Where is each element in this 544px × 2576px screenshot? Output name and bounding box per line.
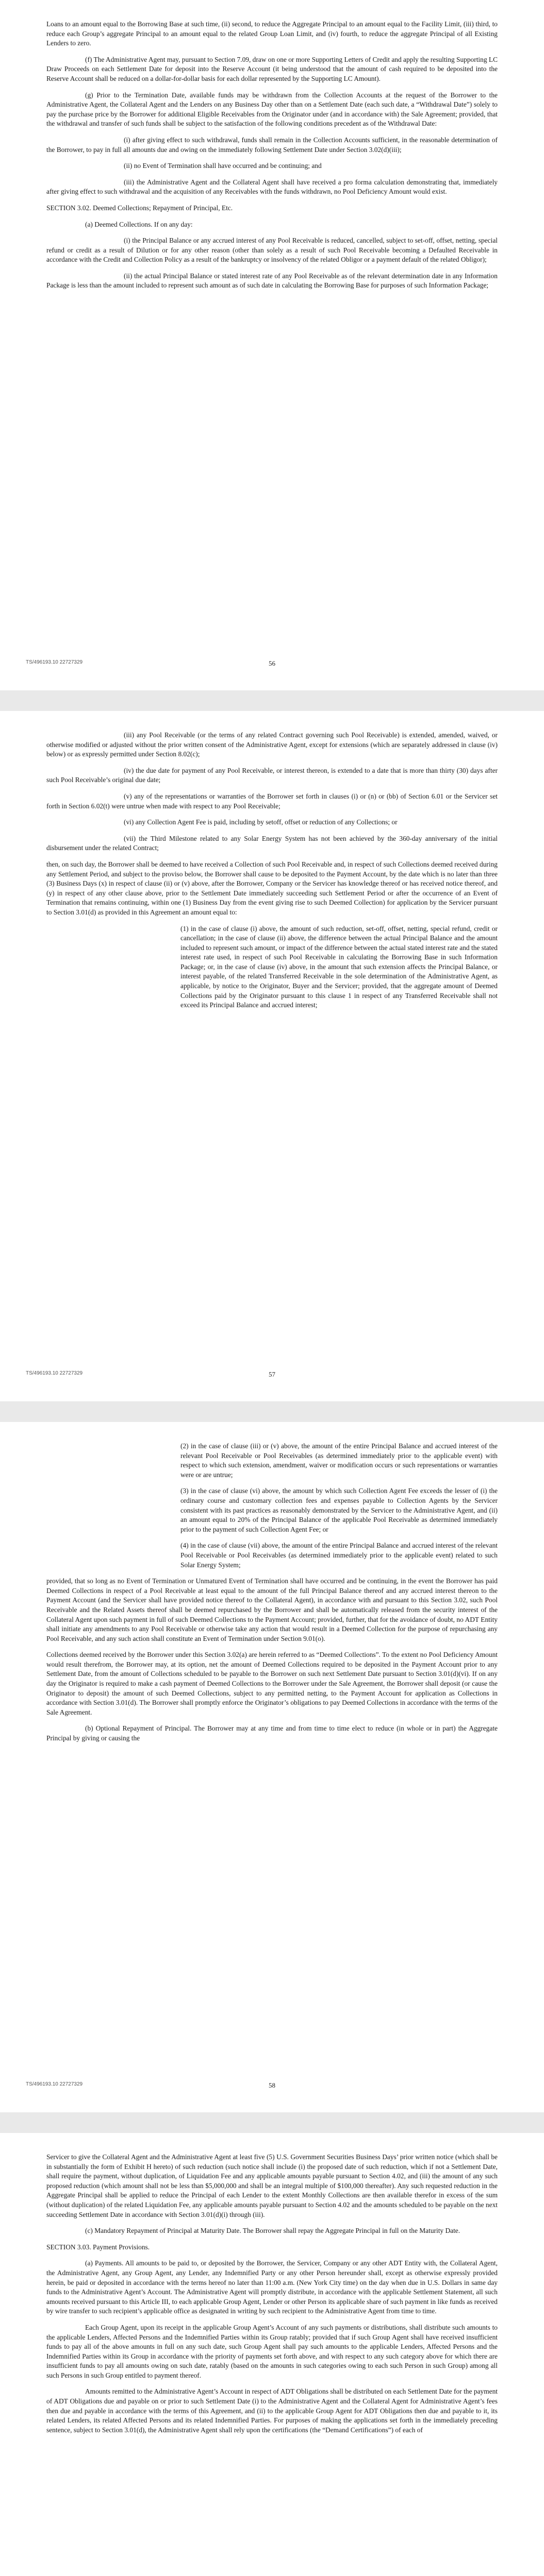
paragraph: (v) any of the representations or warranties of the Borrower set forth in clauses (i) or (n) or (bb) of Section 6.01 or the Servicer set forth in Section 6.02(t) were untrue when made with respect to any Pool Receivable; xyxy=(46,792,498,810)
paragraph: provided, that so long as no Event of Termination or Unmatured Event of Termination shall have occurred and be continuing, in the event the Borrower has paid Deemed Collections in respect of a Pool Receivable at least equal to the amount of the full Principal Balance thereof and any accrued interest thereon to the Payment Account (and the Servicer shall have provided notice thereof to the Collateral Agent), in accordance with and pursuant to this Section 3.02, such Pool Receivable and the Related Assets thereof shall be deemed repurchased by the Borrower and shall be automatically released from the security interest of the Collateral Agent upon such payment in full of such Deemed Collections to the Payment Account; provided, further, that for the avoidance of doubt, no ADT Entity shall initiate any amendments to any Pool Receivable or otherwise take any action that would result in a Deemed Collection for the purpose of repurchasing any Pool Receivable, and any such action shall constitute an Event of Termination under Section 9.01(o). xyxy=(46,1577,498,1642)
paragraph: Servicer to give the Collateral Agent and the Administrative Agent at least five (5) U.S. Government Securities Business Days’ prior written notice (which shall be in substantially the form of Exhibit H hereto) of such reduction (such notice shall include (i) the proposed date of such reduction, which if not a Settlement Date, shall require the payment, without duplication, of Liquidation Fee and any applicable amounts payable pursuant to Section 4.02, and (iii) the amount of any such proposed reduction (which amount shall not be less than $5,000,000 and shall be an integral multiple of $100,000 thereafter). Any such requested reduction in the Aggregate Principal shall be applied to reduce the Principal of each Lender to the extent Monthly Collections are then available therefor in excess of the sum (without duplication) of the related Liquidation Fee, any applicable amounts payable pursuant to Section 4.02 and the amounts scheduled to be payable on the next succeeding Settlement Date in accordance with Section 3.01(d)(i) through (iii). xyxy=(46,2153,498,2218)
paragraph: (b) Optional Repayment of Principal. The Borrower may at any time and from time to time elect to reduce (in whole or in part) the Aggregate Principal by giving or causing the xyxy=(46,1724,498,1742)
paragraph: (1) in the case of clause (i) above, the amount of such reduction, set-off, offset, netting, special refund, credit or cancellation; in the case of clause (ii) above, the difference between the actual Principal Balance and the amount included to represent such amount, or impact of the difference between the actual stated interest rate and the stated interest rate used, in respect of such Pool Receivable in calculating the Borrowing Base in such Information Package; or, in the case of clause (iv) above, in the amount that such extension affects the Principal Balance, or interest payable, of the related Transferred Receivable in the sole determination of the Administrative Agent, as applicable, by notice to the Originator, Buyer and the Servicer; provided, that the aggregate amount of Deemed Collections paid by the Originator pursuant to this clause 1 in respect of any Transferred Receivable shall not exceed its Principal Balance and accrued interest; xyxy=(180,924,498,1009)
paragraph: (i) after giving effect to such withdrawal, funds shall remain in the Collection Accounts sufficient, in the reasonable determination of the Borrower, to pay in full all amounts due and owing on the immediately following Settlement Date under Section 3.02(d)(iii); xyxy=(46,135,498,154)
paragraph: (iii) the Administrative Agent and the Collateral Agent shall have received a pro forma calculation demonstrating that, immediately after giving effect to such withdrawal and the acquisition of any Receivables with the funds withdrawn, no Pool Deficiency Amount would exist. xyxy=(46,178,498,196)
paragraph: (c) Mandatory Repayment of Principal at Maturity Date. The Borrower shall repay the Aggregate Principal in full on the Maturity Date. xyxy=(85,2227,460,2235)
paragraph: (vii) the Third Milestone related to any Solar Energy System has not been achieved by the 360-day anniversary of the initial disbursement under the related Contract; xyxy=(46,834,498,852)
document-id: TS/496193.10 22727329 xyxy=(26,659,83,665)
page-number: 58 xyxy=(269,2081,275,2089)
page-number: 56 xyxy=(269,659,275,667)
paragraph: (f) The Administrative Agent may, pursuant to Section 7.09, draw on one or more Supporting Letters of Credit and apply the resulting Supporting LC Draw Proceeds on each Settlement Date for deposit into the Reserve Account (it being understood that the amount of cash required to be deposited into the Reserve Account shall be reduced on a dollar-for-dollar basis for each dollar represented by the Supporting LC Amount). xyxy=(46,55,498,82)
paragraph: (ii) the actual Principal Balance or stated interest rate of any Pool Receivable as of the relevant determination date in any Information Package is less than the amount included to represent such amount as of such date in calculating the Borrowing Base for purposes of such Information Package; xyxy=(46,272,498,290)
document-page-59 xyxy=(0,2133,544,2576)
section-heading: SECTION 3.02. Deemed Collections; Repayment of Principal, Etc. xyxy=(46,204,233,212)
page-footer xyxy=(26,1370,518,1381)
paragraph: (a) Payments. All amounts to be paid to, or deposited by the Borrower, the Servicer, Company or any other ADT Entity with, the Collateral Agent, the Administrative Agent, any Group Agent, any Lender, any Indemnified Party or any other Person hereunder shall, except as otherwise expressly provided herein, be paid or deposited in accordance with the terms hereof no later than 11:00 a.m. (New York City time) on the day when due in U.S. Dollars in same day funds to the Administrative Agent’s Account. The Administrative Agent will promptly distribute, in accordance with the applicable Settlement Statement, all such amounts received pursuant to this Article III, to each applicable Group Agent, Lender or other Person its applicable share of such payment in like funds as received by wire transfer to such recipient’s applicable office as designated in writing by such recipient to the Administrative Agent from time to time. xyxy=(46,2259,498,2315)
paragraph: Collections deemed received by the Borrower under this Section 3.02(a) are herein referred to as “Deemed Collections”. To the extent no Pool Deficiency Amount would result therefrom, the Borrower may, at its option, net the amount of Deemed Collections required to be deposited in the Payment Account prior to any Settlement Date, from the amount of Collections scheduled to be payable to the Borrower on such next Settlement Date pursuant to Section 3.01(d)(vi). If on any day the Originator is required to make a cash payment of Deemed Collections to the Borrower under the Sale Agreement, the Borrower shall deposit (or cause the Originator to deposit) the amount of such Deemed Collections, subject to any permitted netting, to the Payment Account for application as Collections in accordance with Section 3.01(d). The Borrower shall promptly enforce the Originator’s obligations to pay Deemed Collections in accordance with the terms of the Sale Agreement. xyxy=(46,1651,498,1716)
paragraph: (g) Prior to the Termination Date, available funds may be withdrawn from the Collection Accounts at the request of the Borrower to the Administrative Agent, the Collateral Agent and the Lenders on any Business Day other than on a Settlement Date (each such date, a “Withdrawal Date”) solely to pay the purchase price by the Borrower for additional Eligible Receivables from the Originator under (and in accordance with) the Sale Agreement; provided, that the withdrawal and transfer of such funds shall be subject to the satisfaction of the following conditions precedent as of the Withdrawal Date: xyxy=(46,91,498,128)
paragraph: (vi) any Collection Agent Fee is paid, including by setoff, offset or reduction of any Collections; or xyxy=(124,818,398,826)
document-id: TS/496193.10 22727329 xyxy=(26,2081,83,2087)
paragraph: (i) the Principal Balance or any accrued interest of any Pool Receivable is reduced, cancelled, subject to set-off, offset, netting, special refund or credit as a result of Dilution or for any other reason (other than solely as a result of such Pool Receivable becoming a Defaulted Receivable in accordance with the Credit and Collection Policy as a result of the bankruptcy or insolvency of the related Obligor or a payment default of the related Obligor); xyxy=(46,236,498,264)
paragraph: (iv) the due date for payment of any Pool Receivable, or interest thereon, is extended to a date that is more than thirty (30) days after such Pool Receivable’s original due date; xyxy=(46,766,498,784)
paragraph: (2) in the case of clause (iii) or (v) above, the amount of the entire Principal Balance and accrued interest of the relevant Pool Receivable or Pool Receivables (as determined immediately prior to the applicable event) with respect to which such extension, amendment, waiver or modification occurs or such representations or warranties were or are untrue; xyxy=(180,1442,498,1479)
paragraph: (ii) no Event of Termination shall have occurred and be continuing; and xyxy=(124,162,322,170)
document-page-56 xyxy=(0,0,544,690)
paragraph: (4) in the case of clause (vii) above, the amount of the entire Principal Balance and accrued interest of the relevant Pool Receivable or Pool Receivables (as determined immediately prior to the applicable event) related to such Solar Energy System; xyxy=(180,1541,498,1569)
paragraph: Loans to an amount equal to the Borrowing Base at such time, (ii) second, to reduce the Aggregate Principal to an amount equal to the Facility Limit, (iii) third, to reduce each Group’s aggregate Principal to an amount equal to the related Group Loan Limit, and (iv) fourth, to reduce the aggregate Principal of all Existing Lenders to zero. xyxy=(46,20,498,47)
paragraph: (3) in the case of clause (vi) above, the amount by which such Collection Agent Fee exceeds the lesser of (i) the ordinary course and customary collection fees and expenses payable to Collection Agents by the Servicer consistent with its past practices as reasonably demonstrated by the Servicer to the Administrative Agent, and (ii) an amount equal to 20% of the Principal Balance of the applicable Pool Receivable as determined immediately prior to the payment of such Collection Agent Fee; or xyxy=(180,1487,498,1533)
document-id: TS/496193.10 22727329 xyxy=(26,1370,83,1376)
page-number: 57 xyxy=(269,1370,275,1378)
subsection-heading: (a) Deemed Collections. If on any day: xyxy=(85,220,193,228)
document-page-57 xyxy=(0,711,544,1401)
document-page-58 xyxy=(0,1422,544,2112)
section-heading: SECTION 3.03. Payment Provisions. xyxy=(46,2243,150,2251)
paragraph: Amounts remitted to the Administrative Agent’s Account in respect of ADT Obligations shall be distributed on each Settlement Date for the payment of ADT Obligations due and payable on or prior to such Settlement Date (i) to the Administrative Agent and the Collateral Agent for Administrative Agent’s fees then due and payable in accordance with the terms of this Agreement, and (ii) to the applicable Group Agent for ADT Obligations then due and payable to it, its related Lenders, its related Affected Persons and its related Indemnified Parties. For purposes of making the applications set forth in the immediately preceding sentence, subject to Section 3.01(d), the Administrative Agent shall rely upon the certifications (the “Demand Certifications”) of each of xyxy=(46,2387,498,2434)
paragraph: then, on such day, the Borrower shall be deemed to have received a Collection of such Pool Receivable and, in respect of such Collections deemed received during any Settlement Period, and subject to the proviso below, the Borrower shall cause to be deposited to the Payment Account, by the date which is no later than three (3) Business Days (x) in respect of clause (ii) or (v) above, after the Borrower, Company or the Servicer has knowledge thereof or has received notice thereof, and (y) in respect of any other clause above, prior to the Settlement Date immediately succeeding such Settlement Period or after the occurrence of an Event of Termination that remains continuing, within one (1) Business Day from the event giving rise to such Deemed Collection) for application by the Servicer pursuant to Section 3.01(d) as provided in this Agreement an amount equal to: xyxy=(46,860,498,916)
page-footer xyxy=(26,2081,518,2092)
page-footer xyxy=(26,659,518,670)
paragraph: (iii) any Pool Receivable (or the terms of any related Contract governing such Pool Receivable) is extended, amended, waived, or otherwise modified or adjusted without the prior written consent of the Administrative Agent, except for extensions (which are separately addressed in clause (iv) below) or as expressly permitted under Section 8.02(c); xyxy=(46,731,498,758)
paragraph: Each Group Agent, upon its receipt in the applicable Group Agent’s Account of any such payments or distributions, shall distribute such amounts to the applicable Lenders, Affected Persons and the Indemnified Parties within its Group ratably; provided that if such Group Agent shall have received insufficient funds to pay all of the above amounts in full on any such date, such Group Agent shall pay such amounts to the applicable Lenders, Affected Persons and the Indemnified Parties within its Group in accordance with the priority of payments set forth above, and with respect to any such category above for which there are insufficient funds to pay all amounts owing on such date, ratably (based on the amounts in such categories owing to each such Person in such Group) among all such Persons in such Group entitled to payment thereof. xyxy=(46,2323,498,2379)
